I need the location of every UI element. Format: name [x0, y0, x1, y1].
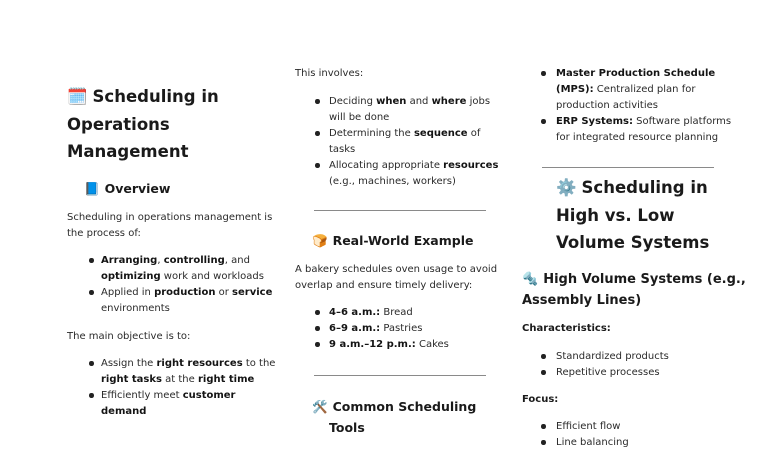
high-volume-heading: 🔩 High Volume Systems (e.g., Assembly Lines)	[522, 269, 746, 311]
list-item: Efficient flow	[556, 421, 621, 432]
bullet	[315, 326, 320, 331]
characteristics-label: Characteristics:	[522, 323, 611, 334]
bread-icon: 🍞	[312, 233, 328, 248]
list-item: Deciding when and where jobs will be done	[329, 96, 491, 123]
gear-icon: ⚙️	[556, 178, 577, 197]
list-item: 6–9 a.m.: Pastries	[329, 323, 423, 334]
bullet	[541, 370, 546, 375]
bullet	[541, 354, 546, 359]
title-line-2: Operations	[67, 114, 170, 134]
bullet	[89, 393, 94, 398]
list-item: Arranging, controlling, and optimizing work and workloads	[101, 255, 264, 282]
list-item: Efficiently meet customer demand	[101, 390, 236, 417]
focus-label: Focus:	[522, 394, 559, 405]
nut-bolt-icon: 🔩	[522, 272, 539, 287]
bullet	[89, 290, 94, 295]
bullet	[315, 131, 320, 136]
bullet	[541, 424, 546, 429]
bullet	[315, 310, 320, 315]
list-item: Master Production Schedule (MPS): Centralized plan for production activities	[556, 68, 716, 111]
page-title	[67, 83, 219, 166]
example-heading: 🍞 Real-World Example	[312, 233, 474, 248]
divider	[542, 167, 714, 168]
list-item: Repetitive processes	[556, 367, 660, 378]
objective-paragraph: The main objective is to:	[67, 331, 191, 342]
divider	[314, 210, 486, 211]
list-item: Allocating appropriate resources (e.g., machines, workers)	[329, 160, 499, 187]
overview-heading: 📘 Overview	[84, 181, 171, 196]
bullet	[541, 119, 546, 124]
tools-icon: 🛠️	[312, 399, 328, 414]
section-heading: ⚙️ Scheduling in High vs. Low Volume Systems	[556, 174, 709, 257]
title-line-3: Management	[67, 142, 189, 161]
bullet	[315, 99, 320, 104]
bullet	[541, 71, 546, 76]
bullet	[315, 163, 320, 168]
list-item: Assign the right resources to the right tasks at the right time	[101, 358, 276, 385]
bullet	[89, 258, 94, 263]
list-item: Standardized products	[556, 351, 669, 362]
list-item: Line balancing	[556, 437, 629, 448]
list-item: 4–6 a.m.: Bread	[329, 307, 413, 318]
list-item: ERP Systems: Software platforms for integrated resource planning	[556, 116, 732, 143]
divider	[314, 375, 486, 376]
involves-paragraph: This involves:	[295, 68, 364, 79]
list-item: Determining the sequence of tasks	[329, 128, 481, 155]
intro-paragraph: Scheduling in operations management is the process of:	[67, 212, 273, 239]
tools-heading: 🛠️ Common Scheduling Tools	[312, 396, 476, 438]
list-item: Applied in production or service environments	[101, 287, 273, 314]
list-item: 9 a.m.–12 p.m.: Cakes	[329, 339, 449, 350]
book-icon: 📘	[84, 181, 100, 196]
bullet	[315, 342, 320, 347]
bullet	[89, 361, 94, 366]
example-paragraph: A bakery schedules oven usage to avoid overlap and ensure timely delivery:	[295, 264, 498, 291]
title-line-1: 🗓️ Scheduling in	[67, 83, 219, 111]
calendar-icon: 🗓️	[67, 87, 88, 106]
